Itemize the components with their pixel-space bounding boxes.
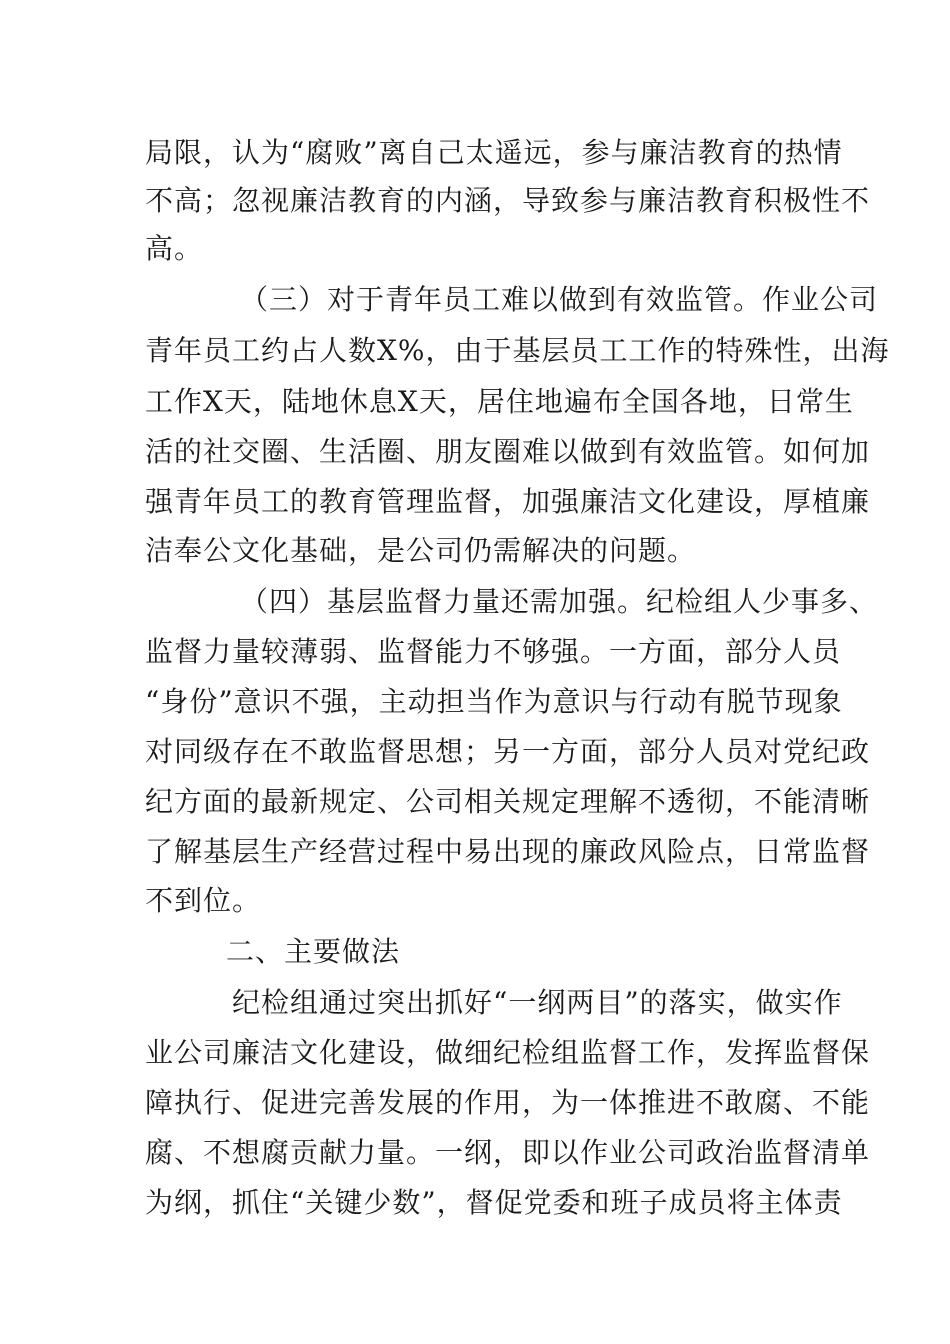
text-line: 障执行、促进完善发展的作用，为一体推进不敢腐、不能	[145, 1086, 871, 1119]
text-line: 了解基层生产经营过程中易出现的廉政风险点，日常监督	[145, 835, 871, 868]
text-line: 纪方面的最新规定、公司相关规定理解不透彻，不能清晰	[145, 785, 871, 818]
text-line: 不高；忽视廉洁教育的内涵，导致参与廉洁教育积极性不	[145, 184, 871, 217]
text-line: 洁奉公文化基础，是公司仍需解决的问题。	[145, 534, 697, 567]
text-line: 活的社交圈、生活圈、朋友圈难以做到有效监管。如何加	[145, 435, 871, 468]
text-line: 为纲，抓住“关键少数”，督促党委和班子成员将主体责	[145, 1186, 843, 1219]
text-line: 对同级存在不敢监督思想；另一方面，部分人员对党纪政	[145, 735, 871, 768]
text-line: “身份”意识不强，主动担当作为意识与行动有脱节现象	[145, 685, 843, 718]
section-heading-3: （三）对于青年员工难以做到有效监管。作业公司	[240, 283, 879, 316]
text-line: 青年员工约占人数X%，由于基层员工工作的特殊性，出海	[145, 334, 890, 367]
text-line: 纪检组通过突出抓好“一纲两目”的落实，做实作	[232, 986, 843, 1019]
text-line: 高。	[145, 232, 204, 265]
section-title: 二、主要做法	[226, 935, 401, 968]
text-line: 腐、不想腐贡献力量。一纲，即以作业公司政治监督清单	[145, 1136, 871, 1169]
text-line: 监督力量较薄弱、监督能力不够强。一方面，部分人员	[145, 635, 842, 668]
text-line: 局限，认为“腐败”离自己太遥远，参与廉洁教育的热情	[145, 136, 843, 169]
text-line: 工作X天，陆地休息X天，居住地遍布全国各地，日常生	[145, 385, 854, 418]
text-line: 强青年员工的教育管理监督，加强廉洁文化建设，厚植廉	[145, 485, 871, 518]
text-line: 不到位。	[145, 884, 262, 917]
section-heading-4: （四）基层监督力量还需加强。纪检组人少事多、	[240, 585, 879, 618]
text-line: 业公司廉洁文化建设，做细纪检组监督工作，发挥监督保	[145, 1036, 871, 1069]
